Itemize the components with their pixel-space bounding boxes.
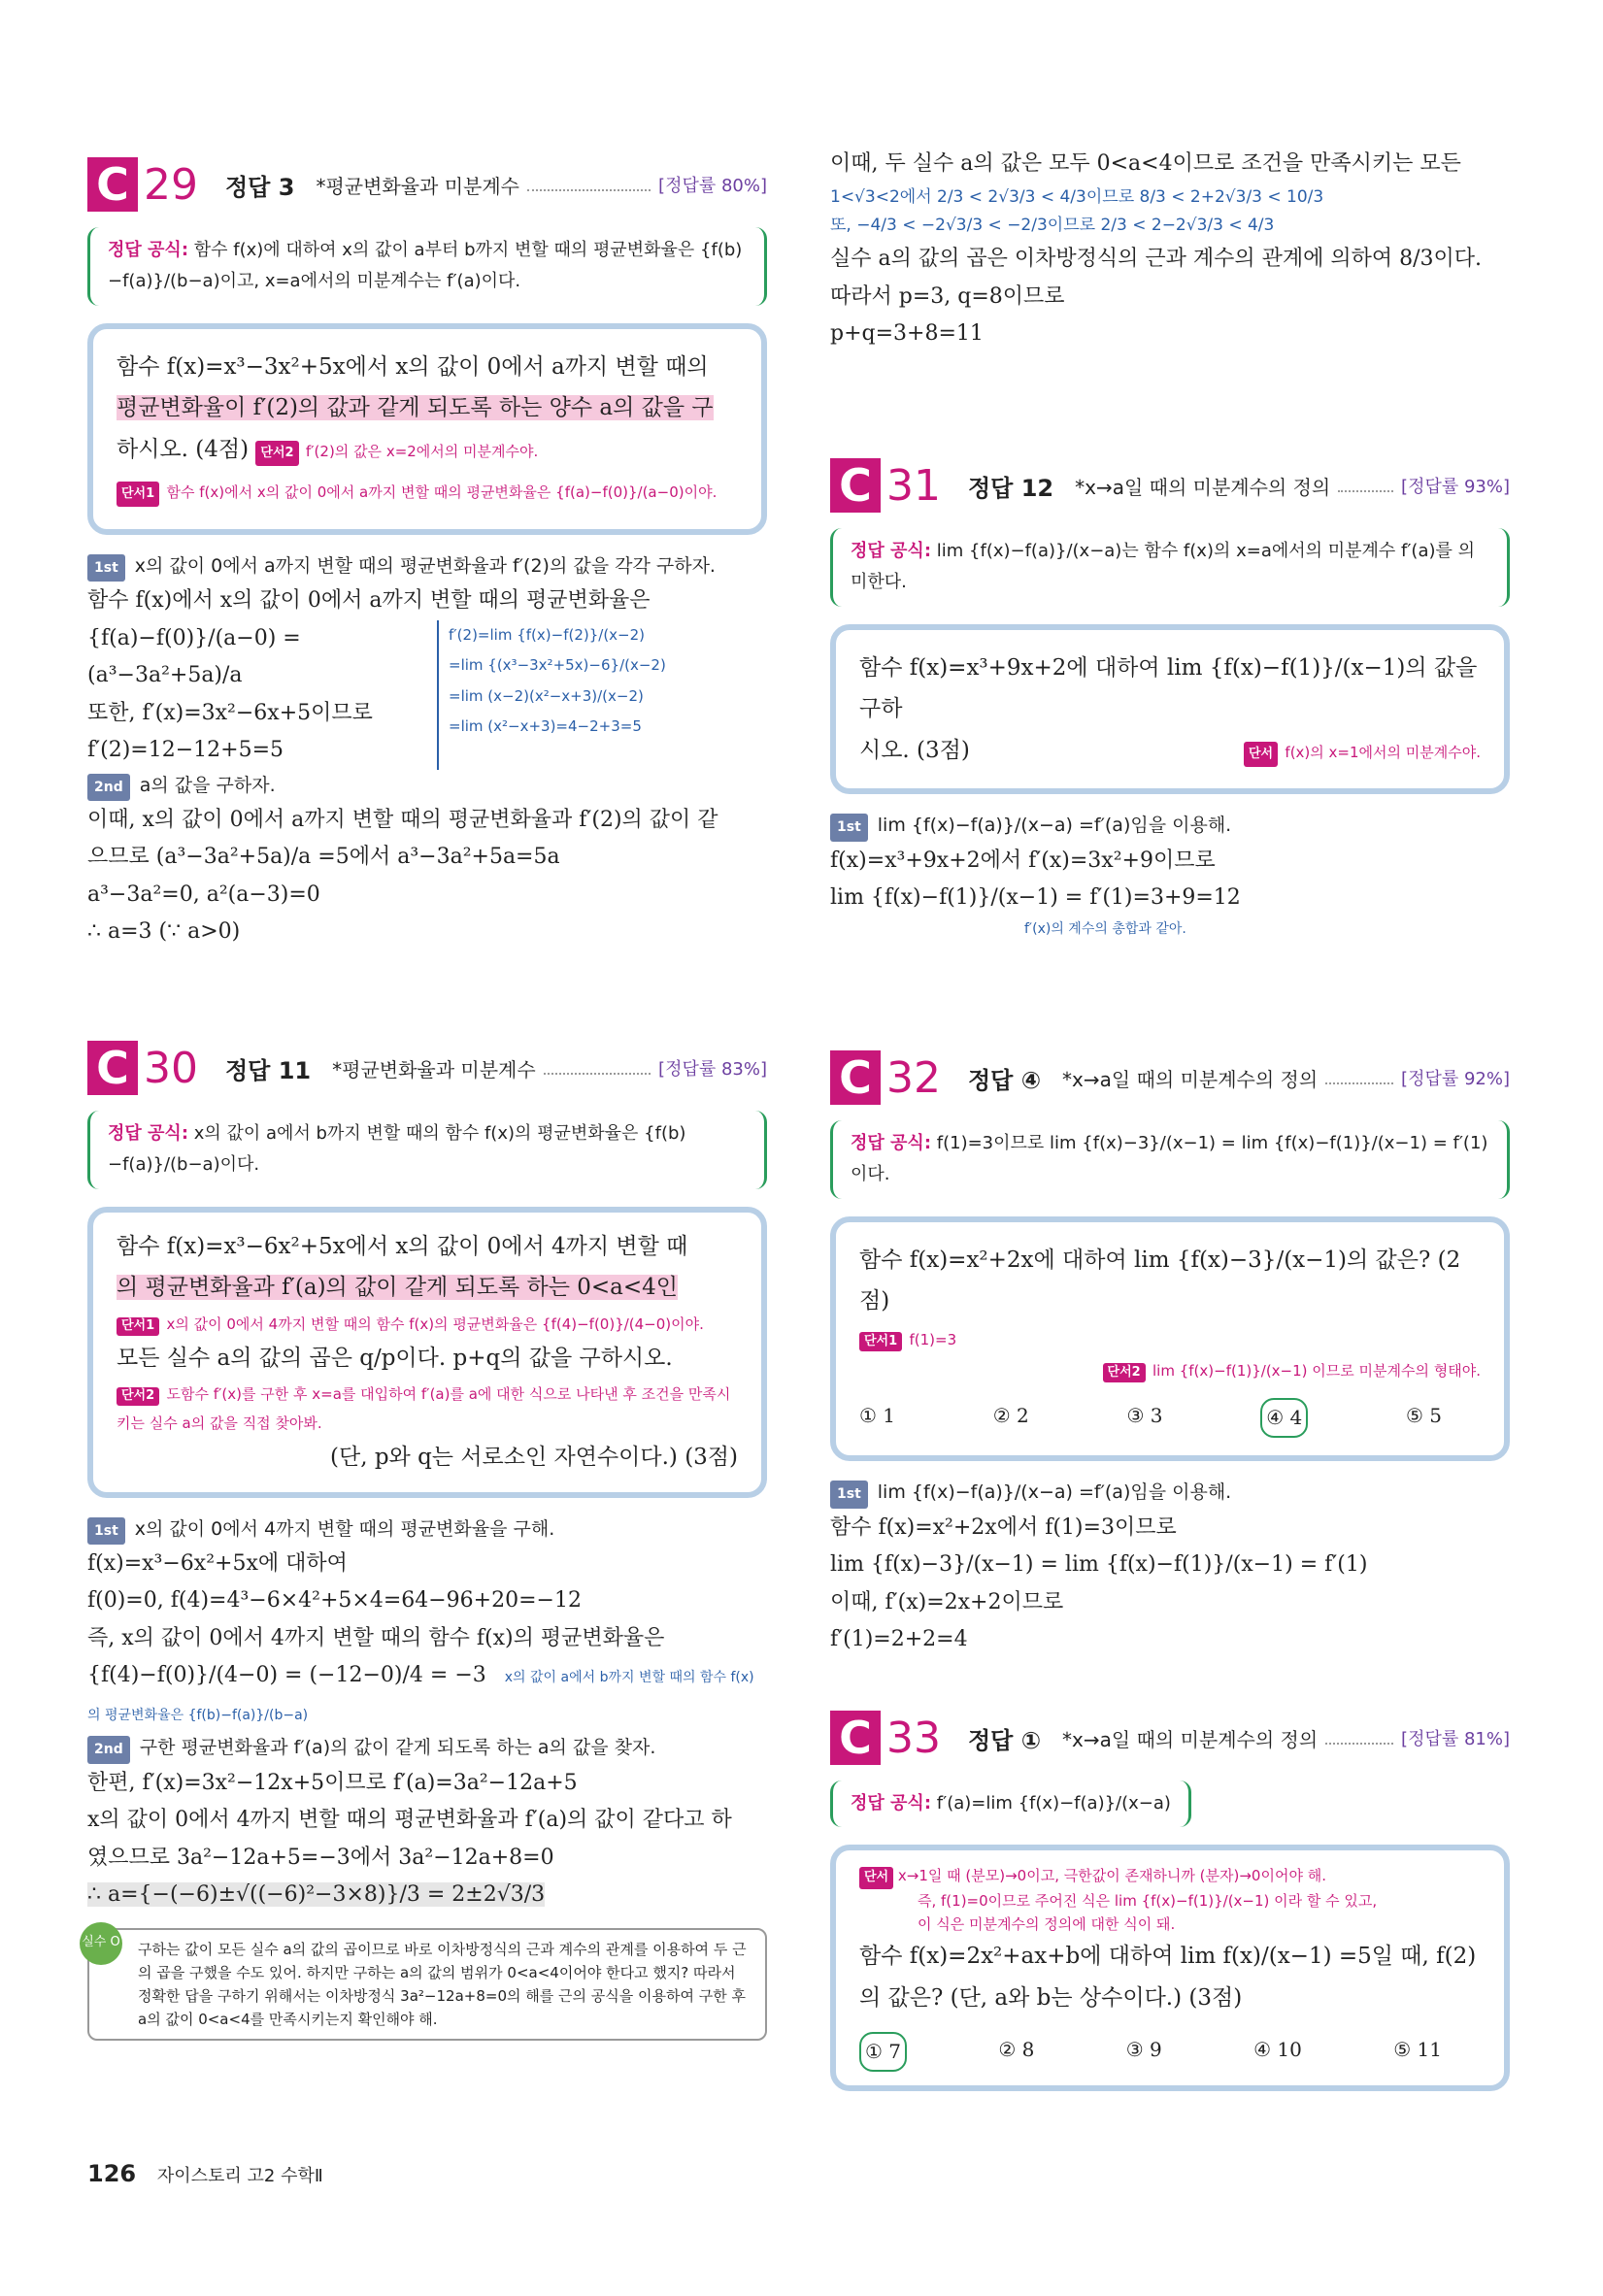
solution-line: 1<√3<2에서 2/3 < 2√3/3 < 4/3이므로 8/3 < 2+2√3/3 < 10/3 <box>830 186 1324 207</box>
hint-line: 단서2 lim {f(x)−f(1)}/(x−1) 이므로 미분계수의 형태야. <box>859 1353 1481 1384</box>
choice-2[interactable]: ② 2 <box>992 1404 1029 1428</box>
solution-line: 또한, f′(x)=3x²−6x+5이므로 <box>87 700 373 725</box>
question-line: 하시오. (4점) 단서2 f′(2)의 값은 x=2에서의 미분계수야. <box>117 429 738 471</box>
choice-5[interactable]: ⑤ 11 <box>1393 2038 1442 2062</box>
question-box <box>830 1216 1510 1461</box>
topic: *평균변화율과 미분계수 <box>316 174 519 198</box>
choice-3[interactable]: ③ 9 <box>1125 2038 1162 2062</box>
solution-line: lim {f(x)−f(1)}/(x−1) = f′(1)=3+9=12 <box>830 885 1241 911</box>
choice-4[interactable]: ④ 10 <box>1253 2038 1302 2062</box>
hint-text: f′(2)의 값은 x=2에서의 미분계수야. <box>305 442 539 460</box>
formula-label: 정답 공식: <box>851 1133 932 1153</box>
question-box <box>87 323 767 535</box>
side-note: f′(x)의 계수의 총합과 같아. <box>1024 920 1186 937</box>
formula-text: x의 값이 a에서 b까지 변할 때의 함수 f(x)의 평균변화율은 {f(b)−f(a)}/(b−a)이다. <box>108 1123 686 1176</box>
choice-5[interactable]: ⑤ 5 <box>1405 1404 1442 1428</box>
step-title: 구한 평균변화율과 f′(a)의 값이 같게 되도록 하는 a의 값을 찾자. <box>139 1737 656 1759</box>
step-tag: 2nd <box>87 1736 130 1764</box>
step-title: x의 값이 0에서 a까지 변할 때의 평균변화율과 f′(2)의 값을 각각 구하자. <box>134 554 716 577</box>
dotted-leader <box>1325 1731 1393 1745</box>
tip-badge: 실수 O <box>80 1922 122 1965</box>
question-line: 모든 실수 a의 값의 곱은 q/p이다. p+q의 값을 구하시오. <box>117 1345 673 1371</box>
formula-label: 정답 공식: <box>108 1123 189 1144</box>
hint-line: 단서1 함수 f(x)에서 x의 값이 0에서 a까지 변할 때의 평균변화율은 {f(a)−f(0)}/(a−0)이야. <box>117 470 738 512</box>
question-line: 의 평균변화율과 f′(a)의 값이 같게 되도록 하는 0<a<4인 <box>117 1275 679 1301</box>
solution-line: 즉, x의 값이 0에서 4까지 변할 때의 함수 f(x)의 평균변화율은 <box>87 1625 665 1650</box>
step-title: x의 값이 0에서 4까지 변할 때의 평균변화율을 구해. <box>134 1517 555 1540</box>
solution-line: f′(2)=12−12+5=5 <box>87 738 284 763</box>
step-title: lim {f(x)−f(a)}/(x−a) =f′(a)임을 이용해. <box>877 1481 1232 1504</box>
choice-4-correct[interactable]: ④ 4 <box>1260 1398 1308 1438</box>
accuracy-rate: [정답률 92%] <box>1401 1069 1510 1089</box>
problem-31 <box>830 456 1510 941</box>
question-line: 평균변화율이 f′(2)의 값과 같게 되도록 하는 양수 a의 값을 구 <box>117 395 714 421</box>
solution-line: 따라서 p=3, q=8이므로 <box>830 283 1065 309</box>
hint-tag: 단서2 <box>255 441 298 466</box>
formula-text: f′(a)=lim {f(x)−f(a)}/(x−a) <box>936 1793 1171 1814</box>
hint-text: f(x)의 x=1에서의 미분계수야. <box>1285 743 1481 761</box>
c-badge: C <box>87 1041 138 1095</box>
problem-30 <box>82 1039 767 2041</box>
solution-line: f(0)=0, f(4)=4³−6×4²+5×4=64−96+20=−12 <box>87 1588 582 1614</box>
hint-line: 즉, f(1)=0이므로 주어진 식은 lim {f(x)−f(1)}/(x−1) 이라 할 수 있고, <box>918 1892 1378 1911</box>
answer-formula <box>830 1780 1191 1827</box>
choice-2[interactable]: ② 8 <box>998 2038 1035 2062</box>
solution-block <box>87 620 767 770</box>
question-box <box>830 624 1510 795</box>
solution-line: 이때, x의 값이 0에서 a까지 변할 때의 평균변화율과 f′(2)의 값이 같 <box>87 807 718 832</box>
dotted-leader <box>544 1061 651 1075</box>
hint-line: 단서1 x의 값이 0에서 4까지 변할 때의 함수 f(x)의 평균변화율은 {f(4)−f(0)}/(4−0)이야. <box>117 1309 738 1338</box>
solution-line: 함수 f(x)=x²+2x에서 f(1)=3이므로 <box>830 1514 1177 1540</box>
solution <box>87 1514 767 1914</box>
problem-number: 33 <box>886 1713 941 1763</box>
answer: 정답 ④ <box>968 1066 1042 1094</box>
step-tag: 2nd <box>87 774 130 802</box>
problem-header <box>87 155 767 214</box>
solution-line: f′(1)=2+2=4 <box>830 1627 968 1651</box>
accuracy-rate: [정답률 80%] <box>658 176 767 196</box>
formula-label: 정답 공식: <box>108 240 189 260</box>
answer-formula <box>830 528 1510 607</box>
question-line: 함수 f(x)=x³+9x+2에 대하여 lim {f(x)−f(1)}/(x−1)의 값을 구하 <box>859 654 1478 722</box>
step-tag: 1st <box>87 554 125 582</box>
solution-line: ∴ a={−(−6)±√((−6)²−3×8)}/3 = 2±2√3/3 <box>87 1882 546 1908</box>
problem-number: 29 <box>144 159 198 210</box>
question-line: 함수 f(x)=x³−3x²+5x에서 x의 값이 0에서 a까지 변할 때의 <box>117 353 709 380</box>
solution-line: a³−3a²=0, a²(a−3)=0 <box>87 882 320 907</box>
dotted-leader <box>1325 1071 1393 1084</box>
question-box <box>87 1207 767 1498</box>
choice-1[interactable]: ① 1 <box>859 1404 896 1428</box>
solution-line: {f(a)−f(0)}/(a−0) = (a³−3a²+5a)/a <box>87 625 301 688</box>
step-title: lim {f(x)−f(a)}/(x−a) =f′(a)임을 이용해. <box>877 815 1232 837</box>
step-tag: 1st <box>830 814 868 842</box>
formula-text: lim {f(x)−f(a)}/(x−a)는 함수 f(x)의 x=a에서의 미분계수 f′(a)를 의미한다. <box>851 541 1476 593</box>
solution-line: 또, −4/3 < −2√3/3 < −2/3이므로 2/3 < 2−2√3/3 < 4/3 <box>830 216 1275 236</box>
choice-3[interactable]: ③ 3 <box>1126 1404 1163 1428</box>
answer-formula <box>87 227 767 306</box>
topic: *x→a일 때의 미분계수의 정의 <box>1062 1067 1319 1091</box>
solution-line: 한편, f′(x)=3x²−12x+5이므로 f′(a)=3a²−12a+5 <box>87 1770 578 1795</box>
answer: 정답 ① <box>968 1726 1042 1754</box>
question-line: 함수 f(x)=x²+2x에 대하여 lim {f(x)−3}/(x−1)의 값은? (2점) <box>859 1247 1461 1314</box>
solution <box>87 550 767 951</box>
problem-number: 31 <box>886 460 941 511</box>
hint-line: 이 식은 미분계수의 정의에 대한 식이 돼. <box>918 1915 1176 1934</box>
solution <box>830 810 1510 941</box>
topic: *평균변화율과 미분계수 <box>332 1057 536 1081</box>
problem-number: 30 <box>144 1043 198 1093</box>
side-calculation: f′(2)=lim {f(x)−f(2)}/(x−2) =lim {(x³−3x²+5x)−6}/(x−2) =lim (x−2)(x²−x+3)/(x−2) =lim (x²−x+3)=4−2+3=5 <box>437 620 666 770</box>
c-badge: C <box>830 1050 881 1105</box>
hint-line: 단서2 도함수 f′(x)를 구한 후 x=a를 대입하여 f′(a)를 a에 대한 식으로 나타낸 후 조건을 만족시키는 실수 a의 값을 직접 찾아봐. <box>117 1385 731 1433</box>
solution-line: lim {f(x)−3}/(x−1) = lim {f(x)−f(1)}/(x−1) = f′(1) <box>830 1552 1368 1577</box>
solution-line: 실수 a의 값의 곱은 이차방정식의 근과 계수의 관계에 의하여 8/3이다. <box>830 247 1483 271</box>
hint-line: 단서 x→1일 때 (분모)→0이고, 극한값이 존재하니까 (분자)→0이어야 해. <box>859 1864 1481 1889</box>
step-title: a의 값을 구하자. <box>139 774 276 796</box>
formula-text: 함수 f(x)에 대하여 x의 값이 a부터 b까지 변할 때의 평균변화율은 {f(b)−f(a)}/(b−a)이고, x=a에서의 미분계수는 f′(a)이다. <box>108 240 743 292</box>
step-tag: 1st <box>830 1481 868 1509</box>
answer: 정답 11 <box>225 1056 312 1084</box>
choice-1-correct[interactable]: ① 7 <box>859 2032 907 2072</box>
page-number: 126 <box>87 2160 137 2187</box>
page-footer <box>87 2160 323 2187</box>
tip-text: 구하는 값이 모든 실수 a의 값의 곱이므로 바로 이차방정식의 근과 계수의 관계를 이용하여 두 근의 곱을 구했을 수도 있어. 하지만 구하는 a의 값의 범위가 0<a<4이어야 한다고 했지? 따라서 정확한 답을 구하기 위해서는 이차방정식 3a²−12a+8=0의 해를 근의 공식을 이용하여 구한 후 a의 값이 0<a<4를 만족시키는지 확인해야 해. <box>138 1940 747 2028</box>
solution-line: f(x)=x³+9x+2에서 f′(x)=3x²+9이므로 <box>830 848 1216 873</box>
question-line: 의 값은? (단, a와 b는 상수이다.) (3점) <box>859 1984 1243 2011</box>
problem-32 <box>830 1048 1510 1659</box>
c-badge: C <box>830 458 881 513</box>
question-line: (단, p와 q는 서로소인 자연수이다.) (3점) <box>330 1445 738 1471</box>
problem-number: 32 <box>886 1052 941 1103</box>
solution-line: {f(4)−f(0)}/(4−0) = (−12−0)/4 = −3 x의 값이 a에서 b까지 변할 때의 함수 f(x)의 평균변화율은 {f(b)−f(a)}/(b−a) <box>87 1663 754 1723</box>
accuracy-rate: [정답률 81%] <box>1401 1729 1510 1749</box>
solution-line: 이때, 두 실수 a의 값은 모두 0<a<4이므로 조건을 만족시키는 모든 <box>830 151 1461 176</box>
formula-label: 정답 공식: <box>851 541 932 561</box>
c-badge: C <box>87 157 138 212</box>
step-tag: 1st <box>87 1517 125 1546</box>
problem-header <box>830 456 1510 515</box>
solution-line: 이때, f′(x)=2x+2이므로 <box>830 1589 1064 1614</box>
answer-choices <box>859 1398 1481 1438</box>
dotted-leader <box>527 178 651 191</box>
solution-line: ∴ a=3 (∵ a>0) <box>87 919 241 945</box>
solution-line: 였으므로 3a²−12a+5=−3에서 3a²−12a+8=0 <box>87 1845 554 1870</box>
book-title: 자이스토리 고2 수학Ⅱ <box>156 2166 323 2186</box>
tip-box <box>82 1928 767 2041</box>
problem-29 <box>87 155 767 951</box>
hint-tag: 단서 <box>1244 742 1278 767</box>
solution-line: f(x)=x³−6x²+5x에 대하여 <box>87 1550 348 1576</box>
answer-choices <box>859 2032 1481 2072</box>
problem-33 <box>830 1709 1510 2091</box>
solution-line: 함수 f(x)에서 x의 값이 0에서 a까지 변할 때의 평균변화율은 <box>87 588 651 614</box>
problem-header <box>830 1048 1510 1107</box>
question-line: 시오. (3점) 단서 f(x)의 x=1에서의 미분계수야. <box>859 730 1481 772</box>
problem-30-continued <box>830 146 1510 353</box>
solution-line: p+q=3+8=11 <box>830 321 984 346</box>
answer: 정답 3 <box>225 173 295 201</box>
accuracy-rate: [정답률 93%] <box>1401 477 1510 497</box>
question-box <box>830 1845 1510 2091</box>
question-line: 함수 f(x)=2x²+ax+b에 대하여 lim f(x)/(x−1) =5일 때, f(2) <box>859 1944 1477 1970</box>
solution-line: 으므로 (a³−3a²+5a)/a =5에서 a³−3a²+5a=5a <box>87 845 560 870</box>
topic: *x→a일 때의 미분계수의 정의 <box>1062 1727 1319 1751</box>
answer-formula <box>87 1111 767 1189</box>
formula-text: f(1)=3이므로 lim {f(x)−3}/(x−1) = lim {f(x)−f(1)}/(x−1) = f′(1)이다. <box>851 1133 1488 1185</box>
hint-line: 단서1 f(1)=3 <box>859 1322 1481 1353</box>
answer: 정답 12 <box>968 474 1054 502</box>
solution <box>830 146 1510 353</box>
problem-header <box>830 1709 1510 1767</box>
solution <box>830 1477 1510 1658</box>
question-line: 함수 f(x)=x³−6x²+5x에서 x의 값이 0에서 4까지 변할 때 <box>117 1233 688 1259</box>
solution-line: x의 값이 0에서 4까지 변할 때의 평균변화율과 f′(a)의 값이 같다고 하 <box>87 1808 732 1833</box>
side-note: x의 값이 a에서 b까지 변할 때의 함수 f(x)의 평균변화율은 {f(b)−f(a)}/(b−a) <box>87 1670 754 1723</box>
topic: *x→a일 때의 미분계수의 정의 <box>1075 475 1331 499</box>
formula-label: 정답 공식: <box>851 1793 932 1814</box>
c-badge: C <box>830 1711 881 1765</box>
dotted-leader <box>1338 479 1393 492</box>
accuracy-rate: [정답률 83%] <box>658 1059 767 1080</box>
answer-formula <box>830 1120 1510 1199</box>
problem-header <box>87 1039 767 1097</box>
